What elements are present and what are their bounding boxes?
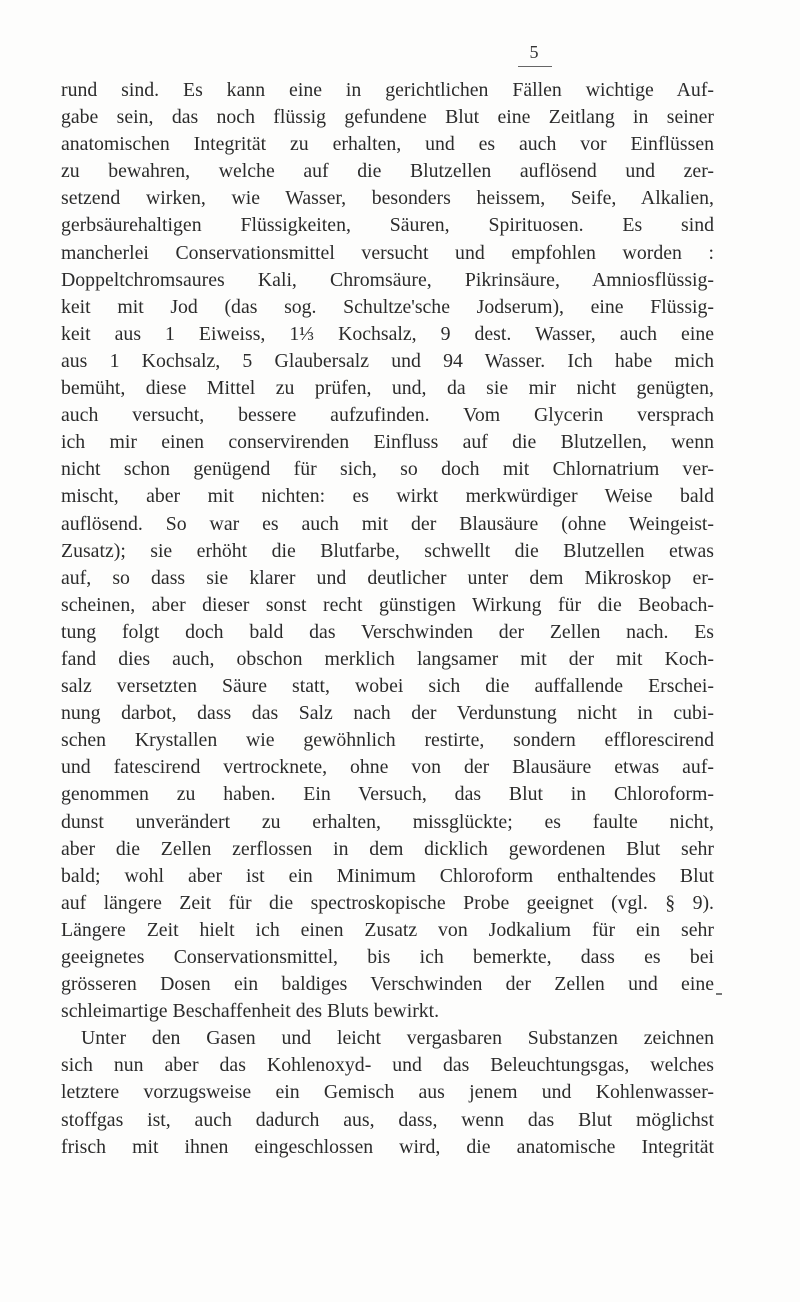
text-line: aber die Zellen zerflossen in dem dicklich gewordenen Blut sehr: [61, 837, 714, 860]
text-line: setzend wirken, wie Wasser, besonders heissem, Seife, Alkalien,: [61, 187, 714, 210]
text-line: Längere Zeit hielt ich einen Zusatz von Jodkalium für ein sehr: [61, 918, 714, 941]
text-line: und fatescirend vertrocknete, ohne von der Blausäure etwas auf-: [61, 756, 714, 779]
text-line: salz versetzten Säure statt, wobei sich die auffallende Erschei-: [61, 675, 714, 698]
text-line: frisch mit ihnen eingeschlossen wird, die anatomische Integrität: [61, 1135, 714, 1158]
text-line: sich nun aber das Kohlenoxyd- und das Beleuchtungsgas, welches: [61, 1054, 714, 1077]
text-line: mancherlei Conservationsmittel versucht und empfohlen worden :: [61, 241, 714, 264]
text-line: auf, so dass sie klarer und deutlicher unter dem Mikroskop er-: [61, 566, 714, 589]
text-line: letztere vorzugsweise ein Gemisch aus jenem und Kohlenwasser-: [61, 1081, 714, 1104]
margin-mark: [716, 993, 722, 995]
text-line: keit aus 1 Eiweiss, 1⅓ Kochsalz, 9 dest. Wasser, auch eine: [61, 322, 714, 345]
text-line: auch versucht, bessere aufzufinden. Vom Glycerin versprach: [61, 404, 714, 427]
text-line: rund sind. Es kann eine in gerichtlichen Fällen wichtige Auf-: [61, 79, 714, 101]
text-line: nung darbot, dass das Salz nach der Verdunstung nicht in cubi-: [61, 702, 714, 725]
text-line: fand dies auch, obschon merklich langsamer mit der mit Koch-: [61, 647, 714, 670]
text-line: genommen zu haben. Ein Versuch, das Blut in Chloroform-: [61, 783, 714, 806]
text-line: mischt, aber mit nichten: es wirkt merkwürdiger Weise bald: [61, 485, 714, 508]
text-line: anatomischen Integrität zu erhalten, und es auch vor Einflüssen: [61, 133, 714, 156]
text-line: gerbsäurehaltigen Flüssigkeiten, Säuren, Spirituosen. Es sind: [61, 214, 714, 237]
body-text: [61, 77, 714, 1161]
text-line: grösseren Dosen ein baldiges Verschwinden der Zellen und eine: [61, 973, 714, 996]
text-line: stoffgas ist, auch dadurch aus, dass, wenn das Blut möglichst: [61, 1108, 714, 1131]
page-number-rule: [518, 66, 552, 67]
text-line: Zusatz); sie erhöht die Blutfarbe, schwellt die Blutzellen etwas: [61, 539, 714, 562]
text-line: schen Krystallen wie gewöhnlich restirte, sondern efflorescirend: [61, 729, 714, 752]
text-line: auf längere Zeit für die spectroskopische Probe geeignet (vgl. § 9).: [61, 891, 714, 914]
page-number: 5: [529, 42, 539, 62]
text-line: geeignetes Conservationsmittel, bis ich bemerkte, dass es bei: [61, 946, 714, 968]
text-line: ich mir einen conservirenden Einfluss auf die Blutzellen, wenn: [61, 431, 714, 454]
text-line: aus 1 Kochsalz, 5 Glaubersalz und 94 Wasser. Ich habe mich: [61, 349, 714, 372]
text-line: Unter den Gasen und leicht vergasbaren Substanzen zeichnen: [81, 1027, 714, 1050]
text-line: nicht schon genügend für sich, so doch mit Chlornatrium ver-: [61, 458, 714, 481]
text-line: gabe sein, das noch flüssig gefundene Blut eine Zeitlang in seiner: [61, 106, 714, 129]
text-line: scheinen, aber dieser sonst recht günstigen Wirkung für die Beobach-: [61, 593, 714, 616]
text-line: schleimartige Beschaffenheit des Bluts bewirkt.: [61, 1000, 440, 1023]
text-line: bald; wohl aber ist ein Minimum Chloroform enthaltendes Blut: [61, 864, 714, 887]
text-line: zu bewahren, welche auf die Blutzellen auflösend und zer-: [61, 160, 714, 183]
text-line: Doppeltchromsaures Kali, Chromsäure, Pikrinsäure, Amniosflüssig-: [61, 268, 714, 291]
text-line: auflösend. So war es auch mit der Blausäure (ohne Weingeist-: [61, 512, 714, 535]
text-line: keit mit Jod (das sog. Schultze'sche Jodserum), eine Flüssig-: [61, 295, 714, 318]
text-line: dunst unverändert zu erhalten, missglückte; es faulte nicht,: [61, 810, 714, 833]
text-line: bemüht, diese Mittel zu prüfen, und, da sie mir nicht genügten,: [61, 377, 714, 400]
text-line: tung folgt doch bald das Verschwinden der Zellen nach. Es: [61, 620, 714, 643]
